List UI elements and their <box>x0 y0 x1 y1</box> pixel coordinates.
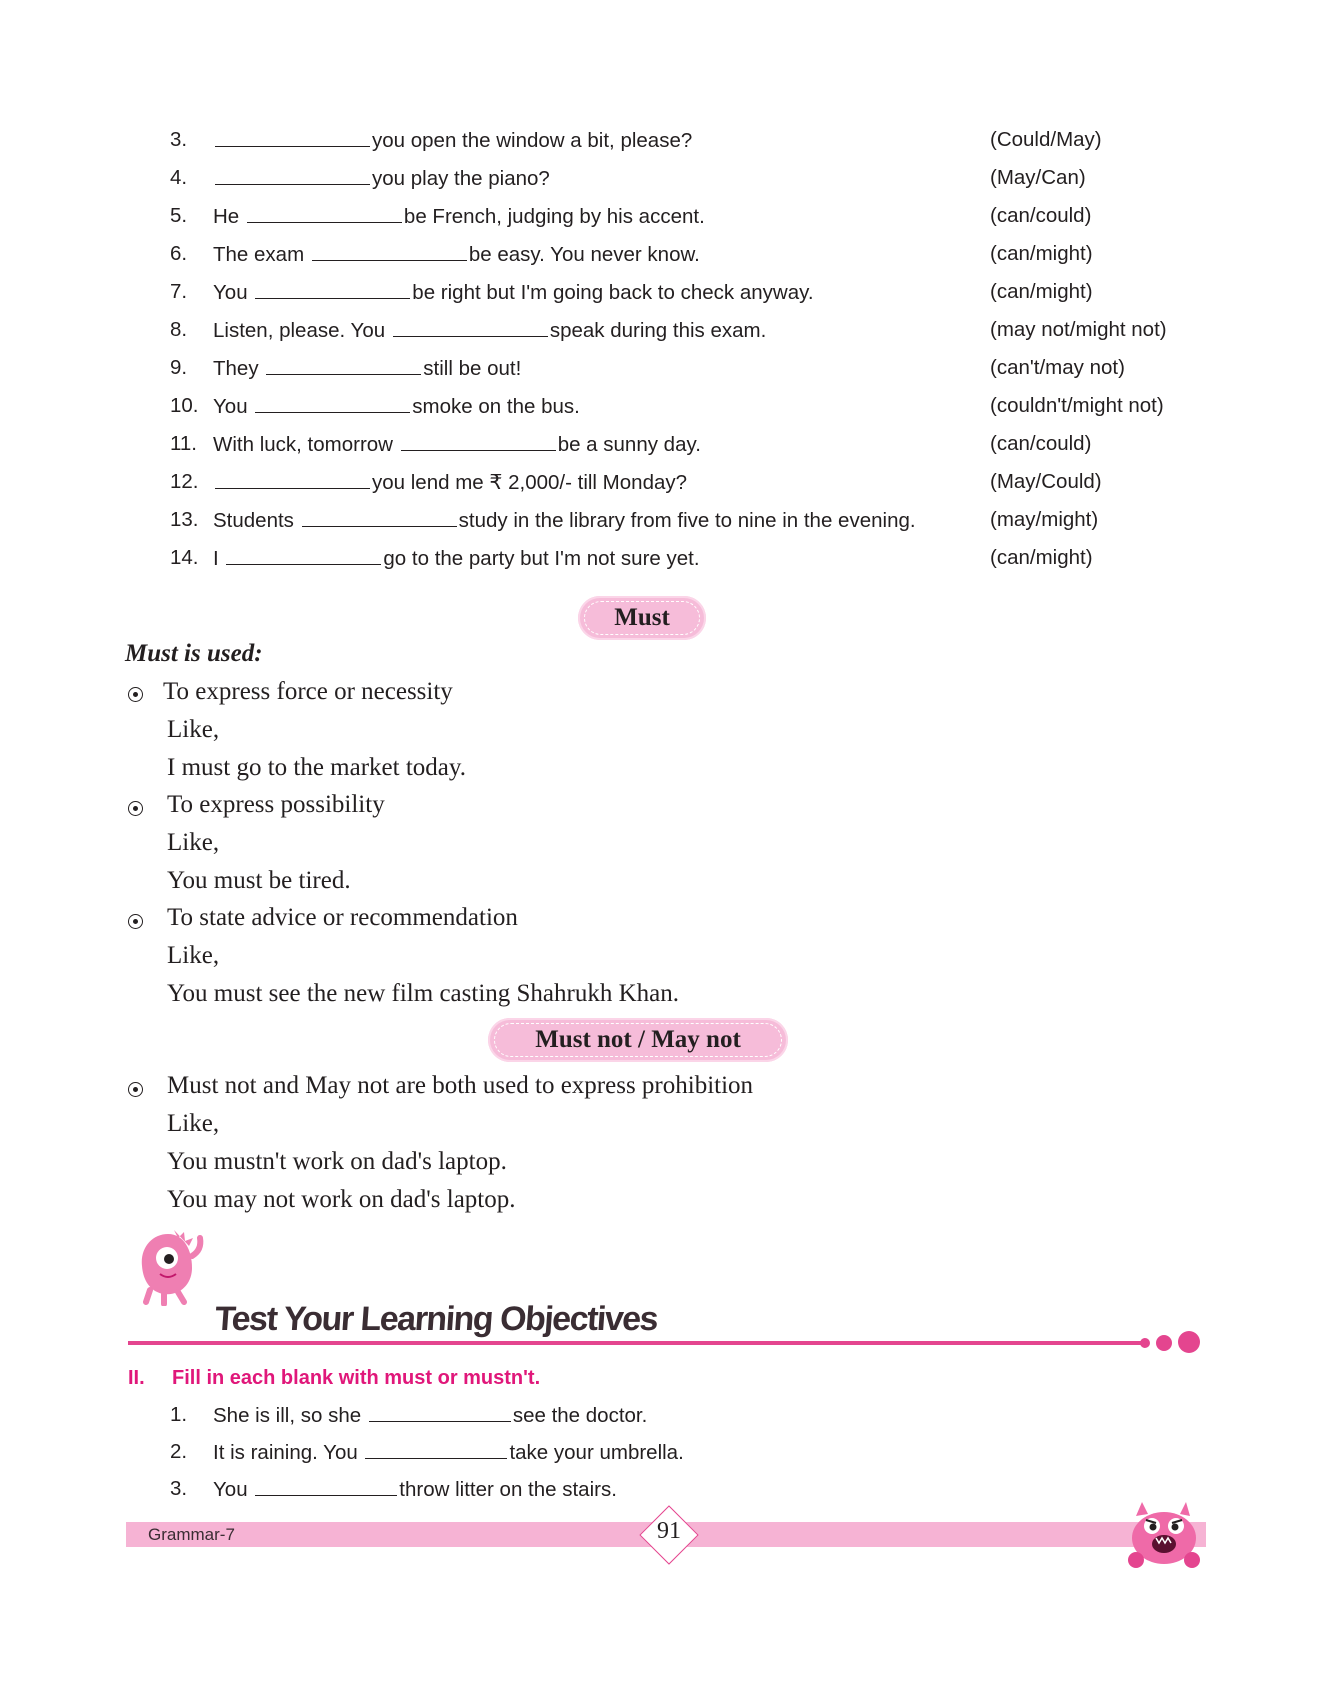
answer-options: (may not/might not) <box>990 318 1167 341</box>
exercise-row-8 <box>0 318 1332 354</box>
divider-dot <box>1156 1335 1172 1351</box>
text-before: With luck, tomorrow <box>213 433 393 456</box>
must-example-2: You must be tired. <box>167 867 351 894</box>
sentence <box>213 1403 647 1428</box>
item-number: 13. <box>170 508 199 531</box>
answer-blank[interactable] <box>312 242 467 261</box>
answer-blank[interactable] <box>393 318 548 337</box>
text-before: They <box>213 357 259 380</box>
text-before: You <box>213 281 248 304</box>
sentence <box>213 470 687 495</box>
must-not-heading <box>488 1018 788 1062</box>
answer-blank[interactable] <box>215 470 370 489</box>
test-section-title: Test Your Learning Objectives <box>213 1300 659 1338</box>
text-before: The exam <box>213 243 305 266</box>
mascot-icon <box>130 1228 210 1306</box>
must-example-3: You must see the new film casting Shahrukh Khan. <box>167 980 679 1007</box>
text-after: you play the piano? <box>372 167 550 190</box>
answer-blank[interactable] <box>255 1477 397 1496</box>
answer-options: (can/might) <box>990 280 1093 303</box>
item-number: 7. <box>170 280 188 303</box>
sentence <box>213 356 521 381</box>
bullet-icon <box>128 801 143 816</box>
divider-dot <box>1178 1331 1200 1353</box>
must-point-1: To express force or necessity <box>163 678 453 705</box>
answer-options: (can't/may not) <box>990 356 1125 379</box>
exercise-row-9 <box>0 356 1332 392</box>
divider-dot <box>1140 1338 1150 1348</box>
text-after: be easy. You never know. <box>468 243 700 266</box>
sentence <box>213 128 692 153</box>
sentence <box>213 394 580 419</box>
text-after: you open the window a bit, please? <box>372 129 693 152</box>
exercise-row-6 <box>0 242 1332 278</box>
must-intro: Must is used: <box>125 640 263 667</box>
text-after: be a sunny day. <box>557 433 701 456</box>
text-after: you lend me ₹ 2,000/- till Monday? <box>372 471 688 494</box>
section-divider <box>128 1341 1148 1345</box>
answer-options: (may/might) <box>990 508 1099 531</box>
must-not-heading-text: Must not / May not <box>535 1026 741 1053</box>
text-after: take your umbrella. <box>509 1441 684 1464</box>
text-before: She is ill, so she <box>213 1404 362 1427</box>
text-after: speak during this exam. <box>549 319 767 342</box>
text-before: He <box>213 205 240 228</box>
sentence <box>213 242 700 267</box>
answer-blank[interactable] <box>215 166 370 185</box>
answer-blank[interactable] <box>247 204 402 223</box>
must-example-1: I must go to the market today. <box>167 754 467 781</box>
item-number: 8. <box>170 318 188 341</box>
answer-options: (May/Can) <box>990 166 1086 189</box>
answer-options: (can/might) <box>990 546 1093 569</box>
exercise-row-13 <box>0 508 1332 544</box>
must-like-2: Like, <box>167 829 220 856</box>
exercise-row-3 <box>0 128 1332 164</box>
exercise-row-7 <box>0 280 1332 316</box>
answer-blank[interactable] <box>266 356 421 375</box>
item-number: 14. <box>170 546 199 569</box>
sentence <box>213 546 700 571</box>
answer-options: (can/could) <box>990 432 1092 455</box>
text-after: still be out! <box>423 357 522 380</box>
text-after: be French, judging by his accent. <box>403 205 705 228</box>
answer-options: (can/could) <box>990 204 1092 227</box>
answer-blank[interactable] <box>226 546 381 565</box>
sentence <box>213 318 766 343</box>
text-before: It is raining. You <box>213 1441 358 1464</box>
item-number: 12. <box>170 470 199 493</box>
text-before: Students <box>213 509 294 532</box>
item-number: 10. <box>170 394 199 417</box>
must-not-point: Must not and May not are both used to express prohibition <box>167 1072 754 1099</box>
item-number: 6. <box>170 242 188 265</box>
answer-options: (May/Could) <box>990 470 1102 493</box>
monster-mascot-icon <box>1118 1500 1208 1572</box>
answer-blank[interactable] <box>215 128 370 147</box>
text-before: Listen, please. You <box>213 319 386 342</box>
sentence <box>213 166 550 191</box>
exercise-row-11 <box>0 432 1332 468</box>
answer-blank[interactable] <box>365 1440 507 1459</box>
sentence <box>213 1477 617 1502</box>
text-after: throw litter on the stairs. <box>399 1478 617 1501</box>
text-after: be right but I'm going back to check anyway. <box>412 281 814 304</box>
sentence <box>213 432 701 457</box>
sentence <box>213 204 705 229</box>
text-after: study in the library from five to nine in the evening. <box>458 509 916 532</box>
exercise-row-5 <box>0 204 1332 240</box>
exercise-row-10 <box>0 394 1332 430</box>
exercise-row-4 <box>0 166 1332 202</box>
answer-blank[interactable] <box>255 280 410 299</box>
text-before: I <box>213 547 219 570</box>
item-number: 3. <box>170 1477 188 1500</box>
exercise-row-12 <box>0 470 1332 506</box>
text-after: smoke on the bus. <box>412 395 580 418</box>
text-before: You <box>213 1478 248 1501</box>
answer-blank[interactable] <box>401 432 556 451</box>
book-title: Grammar-7 <box>148 1525 235 1544</box>
exercise-row-14 <box>0 546 1332 582</box>
question-text: Fill in each blank with must or mustn't. <box>172 1367 541 1389</box>
must-not-like: Like, <box>167 1110 220 1137</box>
sentence <box>213 508 916 533</box>
item-number: 11. <box>170 432 197 455</box>
text-before: You <box>213 395 248 418</box>
item-number: 4. <box>170 166 188 189</box>
must-not-example-2: You may not work on dad's laptop. <box>167 1186 516 1213</box>
answer-blank[interactable] <box>369 1403 511 1422</box>
bullet-icon <box>128 914 143 929</box>
item-number: 9. <box>170 356 188 379</box>
page-number: 91 <box>657 1518 681 1544</box>
answer-options: (couldn't/might not) <box>990 394 1164 417</box>
question-heading <box>128 1367 540 1390</box>
question-number: II. <box>128 1367 145 1389</box>
bullet-icon <box>128 1082 143 1097</box>
item-number: 2. <box>170 1440 188 1463</box>
must-point-2: To express possibility <box>167 791 385 818</box>
answer-blank[interactable] <box>255 394 410 413</box>
bullet-icon <box>128 687 143 702</box>
must-not-example-1: You mustn't work on dad's laptop. <box>167 1148 507 1175</box>
must-point-3: To state advice or recommendation <box>167 904 518 931</box>
item-number: 1. <box>170 1403 188 1426</box>
sentence <box>213 1440 684 1465</box>
item-number: 3. <box>170 128 188 151</box>
text-after: go to the party but I'm not sure yet. <box>383 547 700 570</box>
answer-options: (Could/May) <box>990 128 1102 151</box>
must-like-1: Like, <box>167 716 220 743</box>
answer-options: (can/might) <box>990 242 1093 265</box>
answer-blank[interactable] <box>302 508 457 527</box>
sentence <box>213 280 814 305</box>
text-after: see the doctor. <box>512 1404 648 1427</box>
must-heading-text: Must <box>614 604 670 631</box>
item-number: 5. <box>170 204 188 227</box>
must-like-3: Like, <box>167 942 220 969</box>
must-heading <box>578 596 706 640</box>
